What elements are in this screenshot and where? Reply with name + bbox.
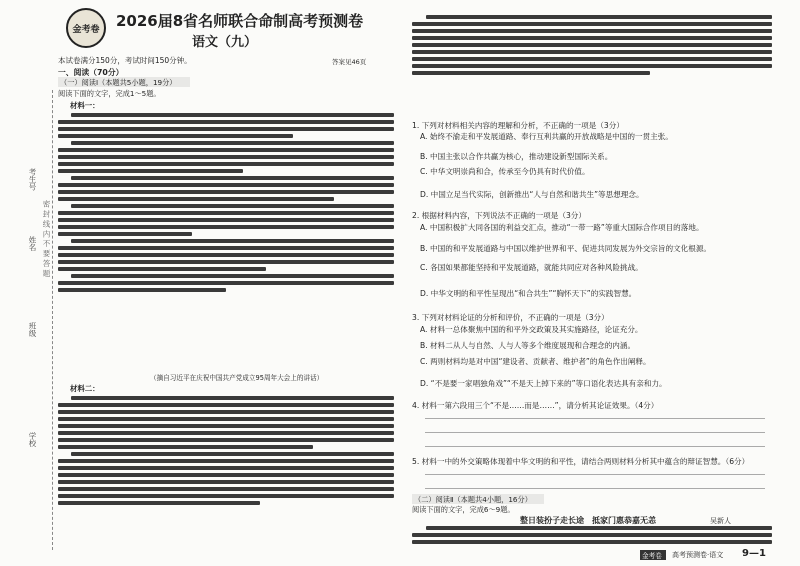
story-body	[412, 523, 772, 547]
story-author: 吴新人	[710, 517, 731, 525]
question-3-option-b[interactable]: B. 材料二从人与自然、人与人等多个维度展现和合理念的内涵。	[420, 341, 636, 350]
material-two-body	[58, 393, 394, 508]
question-1: 1. 下列对材料相关内容的理解和分析，不正确的一项是（3分）	[412, 121, 624, 130]
question-5: 5. 材料一中的外交策略体现着中华文明的和平性，请结合两则材料分析其中蕴含的辩证智慧。（6分）	[412, 457, 750, 466]
reading-two-heading: （二）阅读Ⅱ（本题共4小题，16分）	[414, 495, 532, 504]
question-2-option-b[interactable]: B. 中国的和平发展道路与中国以维护世界和平、促进共同发展为外交宗旨的文化根源。	[420, 244, 712, 253]
gutter-label-school: 学校	[28, 432, 37, 447]
material-one-label: 材料一：	[70, 101, 100, 110]
part-one-heading: 一、阅读（70分）	[58, 68, 124, 77]
answer-line-4a[interactable]	[425, 418, 765, 419]
question-2-option-d[interactable]: D. 中华文明的和平性呈现出“和合共生”“胸怀天下”的实践智慧。	[420, 289, 637, 298]
exam-title: 2026届8省名师联合命制高考预测卷	[116, 12, 364, 30]
question-2-option-a[interactable]: A. 中国积极扩大同各国的利益交汇点，推动“一带一路”等重大国际合作项目的落地。	[420, 223, 704, 232]
page-number: 9—1	[742, 548, 766, 559]
question-1-option-c[interactable]: C. 中华文明崇尚和合，传承至今仍具有时代价值。	[420, 167, 590, 176]
question-1-option-b[interactable]: B. 中国主张以合作共赢为核心，推动建设新型国际关系。	[420, 152, 613, 161]
gutter-label-name: 姓名	[28, 236, 37, 251]
logo-text: 金考卷	[72, 24, 100, 35]
seal-line	[52, 90, 53, 550]
exam-info: 本试卷满分150分，考试时间150分钟。	[58, 56, 192, 65]
question-1-option-a[interactable]: A. 始终不渝走和平发展道路、奉行互利共赢的开放战略是中国的一贯主张。	[420, 132, 673, 141]
exam-subtitle: 语文（九）	[192, 35, 258, 50]
story-title: 整日装扮子走长途 抵家门惠恭嘉无恙	[520, 516, 656, 525]
answer-line-4c[interactable]	[425, 446, 765, 447]
gutter-label-exam-number: 考生号	[28, 168, 37, 191]
material-one-source: （摘自习近平在庆祝中国共产党成立95周年大会上的讲话）	[150, 374, 324, 382]
question-4: 4. 材料一第六段用三个“不是……而是……”，请分析其论证效果。（4分）	[412, 401, 659, 410]
material-one-body	[58, 110, 394, 295]
material-two-continuation	[412, 12, 772, 78]
reading-one-instruction: 阅读下面的文字，完成1～5题。	[58, 89, 161, 98]
question-2-option-c[interactable]: C. 各国如果都能坚持和平发展道路，就能共同应对各种风险挑战。	[420, 263, 643, 272]
question-3-option-a[interactable]: A. 材料一总体聚焦中国的和平外交政策及其实施路径，论证充分。	[420, 325, 643, 334]
answer-line-5a[interactable]	[425, 474, 765, 475]
reading-one-heading: （一）阅读Ⅰ（本题共5小题，19分）	[60, 78, 177, 87]
question-3: 3. 下列对材料论证的分析和评价，不正确的一项是（3分）	[412, 313, 609, 322]
question-2: 2. 根据材料内容，下列说法不正确的一项是（3分）	[412, 211, 586, 220]
question-3-option-c[interactable]: C. 两则材料均是对中国“建设者、贡献者、维护者”的角色作出阐释。	[420, 357, 651, 366]
answer-reference: 答案见46页	[332, 58, 367, 66]
material-two-label: 材料二：	[70, 384, 100, 393]
footer-exam-type: 高考预测卷·语文	[672, 551, 724, 559]
answer-line-4b[interactable]	[425, 432, 765, 433]
footer-brand: 金考卷	[642, 552, 662, 560]
question-3-option-d[interactable]: D. “不是要一家唱独角戏”“不是天上掉下来的”等口语化表达具有亲和力。	[420, 379, 667, 388]
seal-line-text: 密 封 线 内 不 要 答 题	[42, 200, 51, 277]
gutter-label-class: 班级	[28, 322, 37, 337]
reading-two-instruction: 阅读下面的文字，完成6～9题。	[412, 505, 515, 514]
question-1-option-d[interactable]: D. 中国立足当代实际，创新推出“人与自然和谐共生”等思想理念。	[420, 190, 644, 199]
answer-line-5b[interactable]	[425, 488, 765, 489]
logo-badge	[66, 8, 106, 48]
